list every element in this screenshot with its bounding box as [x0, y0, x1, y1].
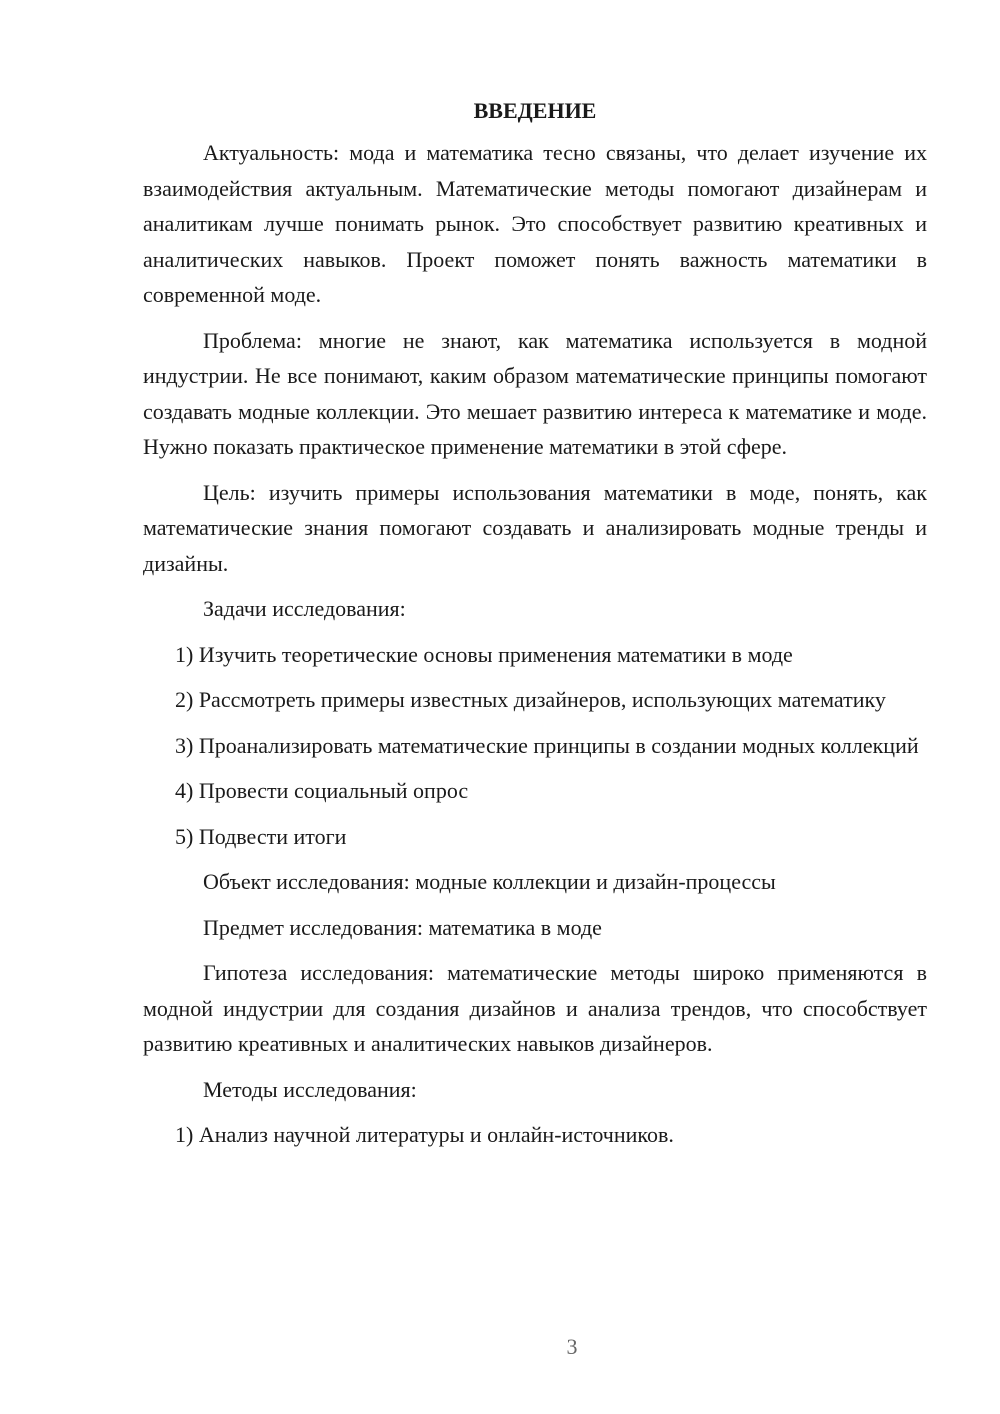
goal-paragraph: Цель: изучить примеры использования математики в моде, понять, как математические знания помогают создавать и анализировать модные тренды и дизайны.	[143, 479, 927, 576]
page-content	[143, 96, 927, 1163]
task-item: 1) Изучить теоретические основы применения математики в моде	[175, 641, 793, 667]
research-object: Объект исследования: модные коллекции и дизайн-процессы	[203, 869, 776, 894]
page-number: 3	[566, 1334, 578, 1359]
task-item: 5) Подвести итоги	[175, 823, 347, 849]
tasks-heading: Задачи исследования:	[203, 596, 406, 621]
methods-heading: Методы исследования:	[203, 1076, 417, 1102]
research-subject: Предмет исследования: математика в моде	[203, 914, 602, 940]
hypothesis-paragraph: Гипотеза исследования: математические методы широко применяются в модной индустрии для создания дизайнов и анализа трендов, что способствует развитию креативных и аналитических навыков дизайнеров.	[143, 960, 927, 1056]
task-item: 4) Провести социальный опрос	[175, 778, 469, 803]
relevance-paragraph: Актуальность: мода и математика тесно связаны, что делает изучение их взаимодействия актуальным. Математические методы помогают дизайнерам и аналитикам лучше понимать рынок. Это способствует развитию креативных и аналитических навыков. Проект поможет понять важность математики в современной моде.	[143, 140, 927, 307]
problem-paragraph: Проблема: многие не знают, как математика используется в модной индустрии. Не все понимают, каким образом математические принципы помогают создавать модные коллекции. Это мешает развитию интереса к математике и моде. Нужно показать практическое применение математики в этой сфере.	[143, 327, 927, 459]
section-title: ВВЕДЕНИЕ	[473, 98, 597, 123]
task-item: 2) Рассмотреть примеры известных дизайнеров, использующих математику	[175, 687, 886, 712]
task-item: 3) Проанализировать математические принципы в создании модных коллекций	[175, 732, 919, 758]
method-item: 1) Анализ научной литературы и онлайн-источников.	[175, 1122, 674, 1147]
